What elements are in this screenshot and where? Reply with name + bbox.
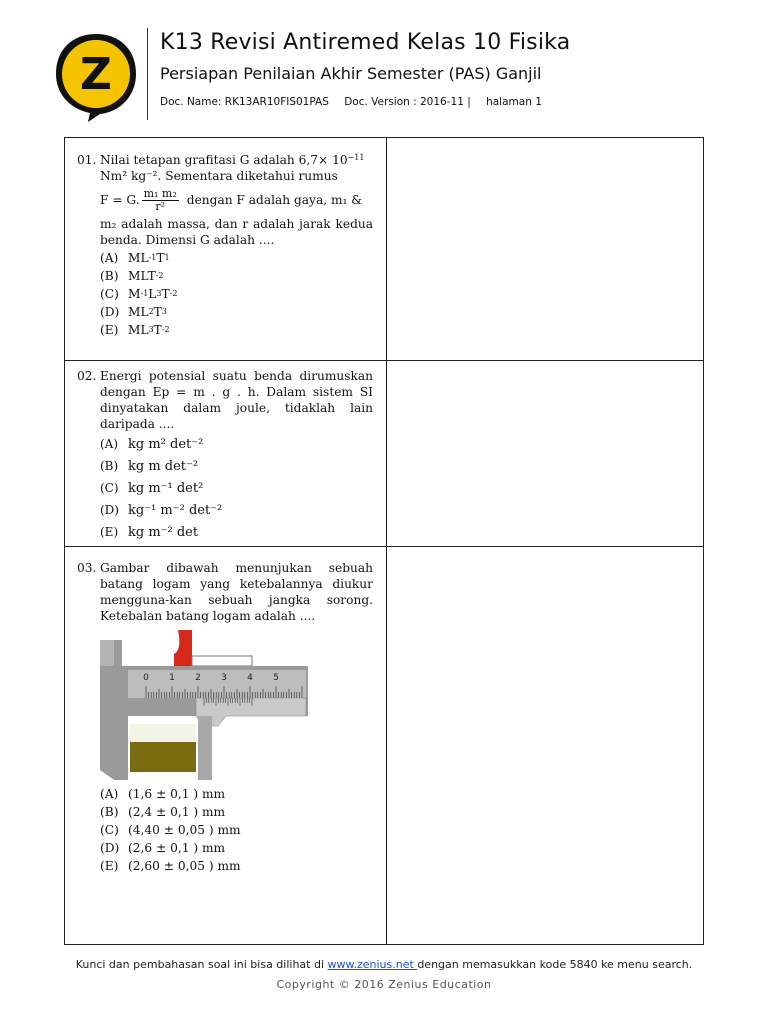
formula: F = G. $\frac{\text{m₁ m₂}}{\text{r²}}$ dengan F adalah gaya, m₁ & <box>100 186 363 213</box>
row-divider <box>65 360 703 361</box>
question-text: Gambar dibawah menunjukan sebuah batang logam yang ketebalannya diukur mengguna-kan sebuah jangka sorong. Ketebalan batang logam adalah .... <box>100 561 373 623</box>
vernier-caliper-figure <box>100 630 310 780</box>
scale-label-2: 2 <box>195 673 201 683</box>
scale-label-1: 1 <box>169 673 175 683</box>
row-divider <box>65 546 703 547</box>
scale-label-5: 5 <box>273 673 279 683</box>
zenius-logo-icon <box>52 30 140 124</box>
metal-bar <box>130 742 196 772</box>
column-divider <box>386 138 387 944</box>
page-number: halaman 1 <box>486 96 542 108</box>
option-a: (A) (1,6 ± 0,1 ) mm <box>100 787 226 801</box>
option-d: (D) (2,6 ± 0,1 ) mm <box>100 841 226 855</box>
doc-meta <box>160 96 554 108</box>
question-text: Nilai tetapan grafitasi G adalah $6,7\times 10^{-11}$ Nm² kg⁻². Sementara diketahui rumus <box>100 153 365 183</box>
option-e: (E) (2,60 ± 0,05 ) mm <box>100 859 241 873</box>
option-a: (A) ML $^{-1}$ T $^1$ <box>100 251 170 265</box>
option-e: (E) kg m⁻² det <box>100 525 199 540</box>
option-d: (D) ML $^2$ T $^3$ <box>100 305 167 319</box>
scale-label-4: 4 <box>247 673 253 683</box>
zenius-link[interactable]: www.zenius.net <box>327 958 418 971</box>
footer-note: Kunci dan pembahasan soal ini bisa dilihat di www.zenius.net dengan memasukkan kode 5840 ke menu search. <box>75 958 693 971</box>
page-title: K13 Revisi Antiremed Kelas 10 Fisika <box>160 30 571 55</box>
scale-label-0: 0 <box>143 673 149 683</box>
option-d: (D) kg⁻¹ m⁻² det⁻² <box>100 503 223 518</box>
question-number: 02. <box>77 369 97 383</box>
question-text-continued: m₂ adalah massa, dan r adalah jarak kedua benda. Dimensi G adalah .... <box>100 217 373 247</box>
doc-name: Doc. Name: RK13AR10FIS01PAS <box>160 96 329 108</box>
page-subtitle: Persiapan Penilaian Akhir Semester (PAS) Ganjil <box>160 64 542 83</box>
option-a: (A) kg m² det⁻² <box>100 437 204 452</box>
logo-letter: Z <box>80 49 112 100</box>
question-03 <box>77 560 373 876</box>
question-number: 01. <box>77 153 97 167</box>
option-c: (C) M $^{-1}$ L $^3$ T $^{-2}$ <box>100 287 178 301</box>
question-table <box>64 137 704 945</box>
question-number: 03. <box>77 561 97 575</box>
scale-label-3: 3 <box>221 673 227 683</box>
question-text: Energi potensial suatu benda dirumuskan dengan Ep = m . g . h. Dalam sistem SI dinyatakan dalam joule, tidaklah lain daripada .... <box>100 369 373 431</box>
option-b: (B) kg m det⁻² <box>100 459 199 474</box>
copyright: Copyright © 2016 Zenius Education <box>276 978 492 991</box>
question-02 <box>77 368 373 546</box>
option-c: (C) (4,40 ± 0,05 ) mm <box>100 823 241 837</box>
option-e: (E) ML $^3$ T $^{-2}$ <box>100 323 170 337</box>
doc-version: Doc. Version : 2016-11 | <box>344 96 471 108</box>
option-b: (B) (2,4 ± 0,1 ) mm <box>100 805 226 819</box>
option-c: (C) kg m⁻¹ det² <box>100 481 204 496</box>
question-01 <box>77 152 373 340</box>
header-divider <box>147 28 148 120</box>
option-b: (B) MLT $^{-2}$ <box>100 269 164 283</box>
